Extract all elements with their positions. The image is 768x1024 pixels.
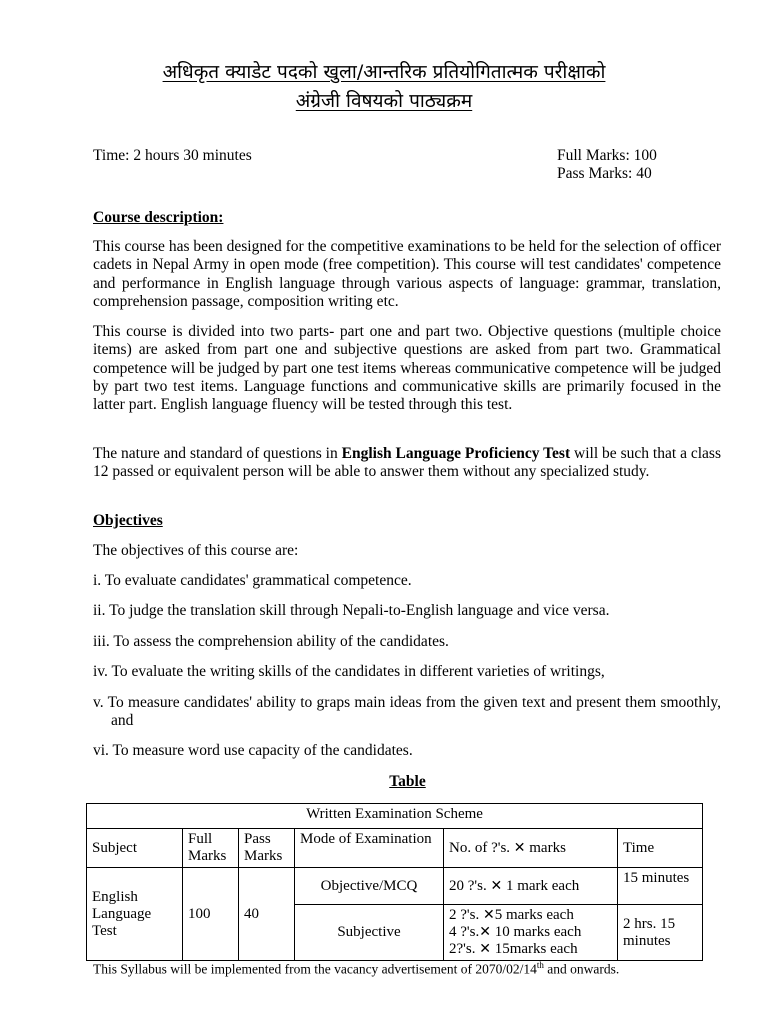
cell-objective-mode: Objective/MCQ — [295, 868, 444, 905]
subj-line3-text-b: 15marks each — [490, 941, 578, 957]
para-3-text-a: The nature and standard of questions in — [93, 445, 342, 462]
multiply-cross-icon: ✕ — [490, 877, 503, 894]
objective-item-5-text: v. To measure candidates' ability to graps main ideas from the given text and present them smoothly, and — [93, 694, 721, 729]
test-name-bold: English Language Proficiency Test — [341, 445, 571, 462]
header-time: Time — [618, 829, 703, 868]
footer-superscript: th — [536, 960, 544, 970]
cell-objective-time: 15 minutes — [618, 868, 703, 905]
subjective-line-1 — [449, 907, 612, 924]
header-subject: Subject — [87, 829, 183, 868]
header-full-marks: Full Marks — [183, 829, 239, 868]
objectives-intro: The objectives of this course are: — [93, 542, 299, 559]
objective-item-4: iv. To evaluate the writing skills of the candidates in different varieties of writings, — [93, 663, 605, 680]
cell-objective-questions — [444, 868, 618, 905]
multiply-cross-icon: ✕ — [479, 941, 491, 957]
objective-item-3: iii. To assess the comprehension ability of the candidates. — [93, 633, 449, 650]
subj-line1-text-b: 5 marks each — [494, 907, 574, 923]
cell-subjective-questions — [444, 905, 618, 961]
cell-subjective-time: 2 hrs. 15 minutes — [618, 905, 703, 961]
footer-text-a: This Syllabus will be implemented from the vacancy advertisement of 2070/02/14 — [93, 961, 537, 977]
multiply-cross-icon: ✕ — [482, 907, 495, 923]
table-header-row — [87, 829, 703, 868]
full-marks: Full Marks: 100 — [557, 147, 657, 164]
objective-q-text-a: 20 ?'s. — [449, 877, 487, 894]
course-description-heading: Course description: — [93, 209, 224, 226]
table-row-objective — [87, 868, 703, 905]
subj-line2-text-b: 10 marks each — [490, 924, 582, 940]
multiply-cross-icon: ✕ — [513, 839, 526, 856]
pass-marks: Pass Marks: 40 — [557, 165, 652, 182]
header-pass-marks: Pass Marks — [239, 829, 295, 868]
table-title-row — [87, 804, 703, 829]
objective-item-1: i. To evaluate candidates' grammatical competence. — [93, 572, 412, 589]
objective-item-2: ii. To judge the translation skill through Nepali-to-English language and vice versa. — [93, 602, 610, 619]
subjective-line-2 — [449, 924, 612, 941]
cell-subjective-mode: Subjective — [295, 905, 444, 961]
objective-item-6: vi. To measure word use capacity of the candidates. — [93, 742, 413, 759]
title-line-1: अधिकृत क्याडेट पदको खुला/आन्तरिक प्रतियोगितात्मक परीक्षाको — [162, 61, 606, 83]
header-no-q-text-a: No. of ?'s. — [449, 839, 511, 856]
course-description-para-3 — [93, 445, 721, 482]
subjective-line-3 — [449, 941, 612, 958]
subj-line3-text-a: 2?'s. — [449, 941, 476, 957]
header-no-q-text-b: marks — [525, 839, 566, 856]
objective-q-text-b: 1 mark each — [502, 877, 580, 894]
exam-time: Time: 2 hours 30 minutes — [93, 147, 252, 164]
course-description-para-1: This course has been designed for the competitive examinations to be held for the selection of officer cadets in Nepal Army in open mode (free competition). This course will test candidates' competence and performance in English language through various aspects of language: grammar, translation, comprehension passage, composition writing etc. — [93, 238, 721, 310]
subj-line2-text-a: 4 ?'s. — [449, 924, 480, 940]
table-caption: Table — [389, 773, 426, 790]
cell-subject: English Language Test — [87, 868, 183, 961]
footer-note — [93, 960, 619, 978]
multiply-cross-icon: ✕ — [479, 924, 491, 940]
para-3-text-b: will be such that a class 12 passed or equivalent person will be able to answer them without any specialized study. — [93, 445, 721, 481]
objectives-heading: Objectives — [93, 512, 163, 529]
footer-text-b: and onwards. — [543, 961, 620, 977]
header-mode: Mode of Examination — [295, 829, 444, 868]
title-line-2: अंग्रेजी विषयको पाठ्यक्रम — [295, 90, 473, 112]
cell-pass-marks: 40 — [239, 868, 295, 961]
header-no-of-questions — [444, 829, 618, 868]
exam-scheme-table — [86, 803, 703, 961]
objective-item-5 — [93, 694, 721, 730]
subj-line1-text-a: 2 ?'s. — [449, 907, 480, 923]
course-description-para-2: This course is divided into two parts- part one and part two. Objective questions (multiple choice items) are asked from part one and subjective questions are asked from part two. Grammatical competence will be judged by part one test items whereas communicative competence will be judged by part two test items. Language functions and communicative skills are primarily focused in the latter part. English language fluency will be tested through this test. — [93, 323, 721, 414]
cell-full-marks: 100 — [183, 868, 239, 961]
table-title: Written Examination Scheme — [87, 804, 703, 829]
